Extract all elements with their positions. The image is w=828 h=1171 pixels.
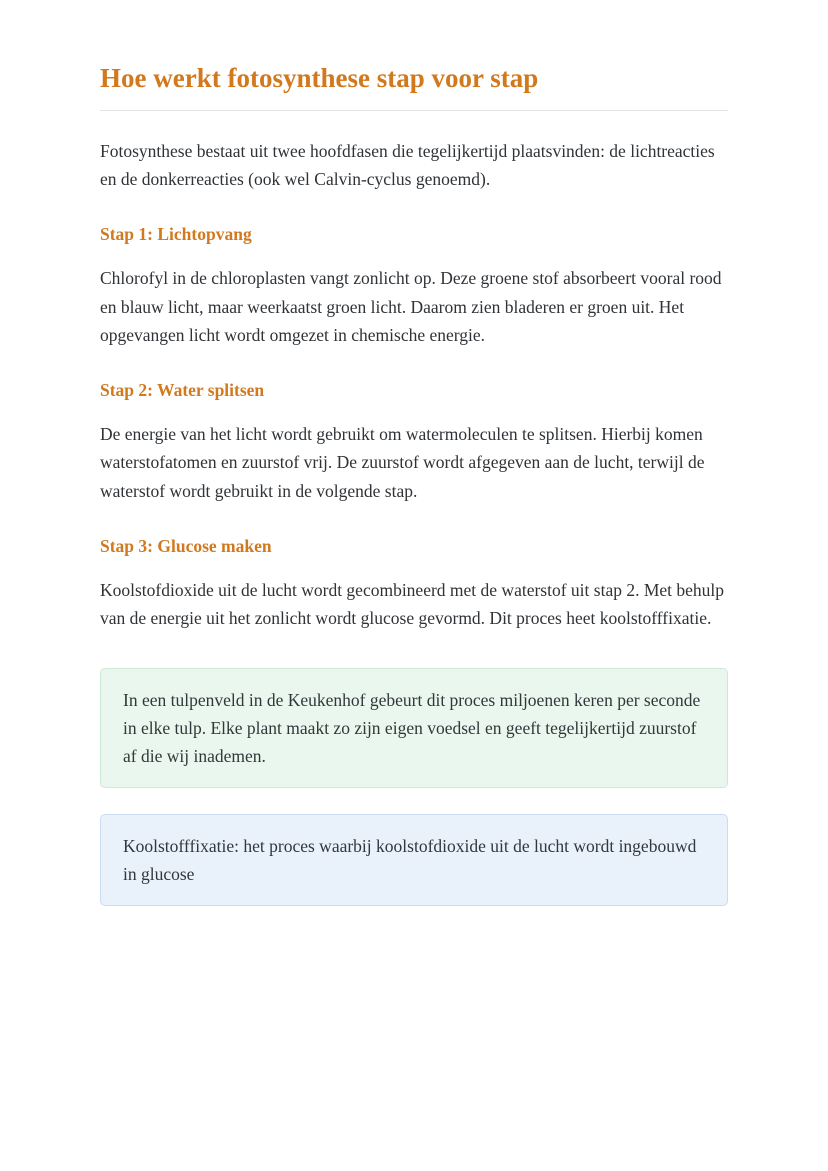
section-heading-step-3: Stap 3: Glucose maken <box>100 536 272 556</box>
example-callout <box>100 668 728 788</box>
title-divider <box>100 110 728 111</box>
section-body-step-1: Chlorofyl in de chloroplasten vangt zonlicht op. Deze groene stof absorbeert vooral rood en blauw licht, maar weerkaatst groen licht. Daarom zien bladeren er groen uit. Het opgevangen licht wordt omgezet in chemische energie. <box>100 268 722 345</box>
page-title: Hoe werkt fotosynthese stap voor stap <box>100 63 539 93</box>
intro-paragraph: Fotosynthese bestaat uit twee hoofdfasen die tegelijkertijd plaatsvinden: de lichtreacties en de donkerreacties (ook wel Calvin-cyclus genoemd). <box>100 140 715 190</box>
section-body-step-3: Koolstofdioxide uit de lucht wordt gecombineerd met de waterstof uit stap 2. Met behulp van de energie uit het zonlicht wordt glucose gevormd. Dit proces heet koolstofffixatie. <box>100 579 725 629</box>
definition-callout <box>100 814 728 906</box>
example-callout-text: In een tulpenveld in de Keukenhof gebeurt dit proces miljoenen keren per seconde in elke tulp. Elke plant maakt zo zijn eigen voedsel en geeft tegelijkertijd zuurstof af die wij inademen. <box>123 690 701 767</box>
section-body-step-2: De energie van het licht wordt gebruikt om watermoleculen te splitsen. Hierbij komen waterstofatomen en zuurstof vrij. De zuurstof wordt afgegeven aan de lucht, terwijl de waterstof wordt gebruikt in de volgende stap. <box>100 423 705 501</box>
section-heading-step-1: Stap 1: Lichtopvang <box>100 224 252 245</box>
definition-callout-text: Koolstofffixatie: het proces waarbij koolstofdioxide uit de lucht wordt ingebouwd in glucose <box>123 836 697 885</box>
section-heading-step-2: Stap 2: Water splitsen <box>100 380 265 401</box>
